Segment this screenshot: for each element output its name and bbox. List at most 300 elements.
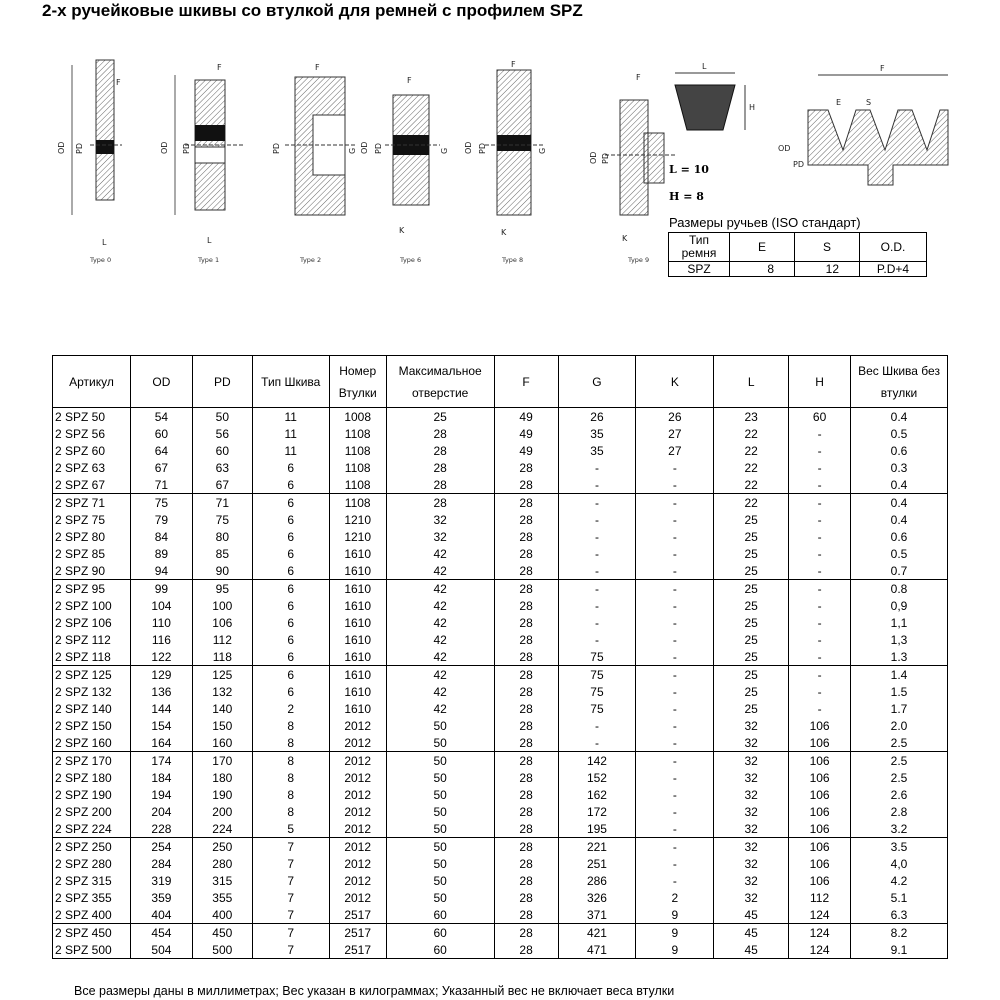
table-cell: 136: [130, 683, 192, 700]
table-cell: 50: [386, 752, 494, 770]
table-cell: 50: [386, 803, 494, 820]
table-cell: 49: [494, 442, 558, 459]
table-cell: 106: [789, 734, 851, 752]
table-cell: 6.3: [851, 906, 948, 924]
table-cell: 50: [192, 408, 252, 426]
article-cell: 2 SPZ 50: [53, 408, 131, 426]
table-cell: 75: [558, 666, 636, 684]
table-cell: -: [636, 752, 714, 770]
table-cell: 25: [714, 562, 789, 580]
table-cell: 106: [789, 820, 851, 838]
table-cell: -: [789, 511, 851, 528]
table-row: [53, 459, 948, 476]
table-cell: 11: [252, 442, 329, 459]
table-cell: 286: [558, 872, 636, 889]
table-cell: 79: [130, 511, 192, 528]
table-cell: 56: [192, 425, 252, 442]
table-cell: 106: [789, 786, 851, 803]
table-cell: 25: [714, 666, 789, 684]
table-cell: 28: [494, 769, 558, 786]
table-cell: 22: [714, 425, 789, 442]
table-cell: -: [789, 683, 851, 700]
table-cell: 95: [192, 580, 252, 598]
table-row: [53, 425, 948, 442]
table-row: [53, 666, 948, 684]
table-cell: 124: [789, 924, 851, 942]
table-cell: 2012: [329, 838, 386, 856]
table-cell: 28: [494, 580, 558, 598]
table-cell: 28: [494, 545, 558, 562]
table-cell: 200: [192, 803, 252, 820]
table-row: [53, 889, 948, 906]
article-cell: 2 SPZ 200: [53, 803, 131, 820]
column-header: Вес Шкива без втулки: [851, 356, 948, 408]
table-cell: 42: [386, 614, 494, 631]
table-row: [53, 597, 948, 614]
table-cell: 6: [252, 562, 329, 580]
table-cell: 6: [252, 476, 329, 494]
table-cell: 28: [494, 924, 558, 942]
table-cell: 28: [494, 597, 558, 614]
groove-cell: 8: [730, 262, 795, 277]
table-cell: 28: [494, 820, 558, 838]
table-cell: 250: [192, 838, 252, 856]
table-cell: 251: [558, 855, 636, 872]
table-cell: 254: [130, 838, 192, 856]
article-cell: 2 SPZ 56: [53, 425, 131, 442]
table-cell: 75: [558, 700, 636, 717]
column-header: G: [558, 356, 636, 408]
table-cell: 25: [714, 648, 789, 666]
table-cell: 85: [192, 545, 252, 562]
table-cell: 28: [494, 786, 558, 803]
svg-text:F: F: [407, 76, 412, 85]
table-cell: 28: [494, 648, 558, 666]
article-cell: 2 SPZ 80: [53, 528, 131, 545]
table-cell: 1210: [329, 511, 386, 528]
table-cell: 1108: [329, 425, 386, 442]
table-cell: 1610: [329, 683, 386, 700]
table-cell: 11: [252, 425, 329, 442]
table-cell: -: [789, 597, 851, 614]
table-cell: -: [558, 717, 636, 734]
table-cell: 0.8: [851, 580, 948, 598]
table-cell: 2012: [329, 855, 386, 872]
groove-cell: SPZ: [669, 262, 730, 277]
table-cell: 28: [494, 683, 558, 700]
table-cell: 64: [130, 442, 192, 459]
table-cell: 6: [252, 597, 329, 614]
table-cell: 2012: [329, 717, 386, 734]
svg-text:F: F: [880, 64, 885, 73]
table-cell: 28: [386, 476, 494, 494]
table-cell: 1108: [329, 476, 386, 494]
groove-header-cell: Тип ремня: [669, 233, 730, 262]
table-cell: 35: [558, 442, 636, 459]
table-cell: 3.5: [851, 838, 948, 856]
article-cell: 2 SPZ 71: [53, 494, 131, 512]
table-cell: 1610: [329, 597, 386, 614]
belt-profile-drawing: [675, 62, 755, 130]
groove-header-cell: S: [795, 233, 860, 262]
table-cell: 28: [494, 734, 558, 752]
table-cell: 22: [714, 442, 789, 459]
table-cell: 28: [494, 614, 558, 631]
table-cell: 129: [130, 666, 192, 684]
groove-cell: 12: [795, 262, 860, 277]
article-cell: 2 SPZ 67: [53, 476, 131, 494]
footnote: Все размеры даны в миллиметрах; Вес указан в килограммах; Указанный вес не включает веса втулки: [74, 984, 675, 998]
table-row: [53, 803, 948, 820]
table-cell: 67: [192, 476, 252, 494]
pulley-table-header: [53, 356, 948, 408]
article-cell: 2 SPZ 95: [53, 580, 131, 598]
table-cell: 45: [714, 924, 789, 942]
table-cell: 50: [386, 786, 494, 803]
table-cell: 50: [386, 769, 494, 786]
table-cell: 1108: [329, 442, 386, 459]
table-cell: 142: [558, 752, 636, 770]
svg-text:PD: PD: [374, 143, 383, 154]
table-cell: 28: [386, 442, 494, 459]
table-cell: 75: [558, 648, 636, 666]
table-cell: 32: [714, 717, 789, 734]
table-cell: 49: [494, 408, 558, 426]
table-cell: 71: [130, 476, 192, 494]
type-caption: Type 2: [300, 256, 322, 264]
table-cell: 6: [252, 580, 329, 598]
svg-text:PD: PD: [182, 143, 191, 154]
table-cell: 124: [789, 906, 851, 924]
table-cell: 1610: [329, 700, 386, 717]
table-cell: 104: [130, 597, 192, 614]
article-cell: 2 SPZ 170: [53, 752, 131, 770]
article-cell: 2 SPZ 90: [53, 562, 131, 580]
table-cell: 54: [130, 408, 192, 426]
article-cell: 2 SPZ 112: [53, 631, 131, 648]
table-cell: -: [558, 631, 636, 648]
table-cell: 172: [558, 803, 636, 820]
table-cell: 28: [386, 425, 494, 442]
pulley-type-6-drawing: [360, 76, 449, 235]
page-title: 2-х ручейковые шкивы со втулкой для ремней с профилем SPZ: [42, 1, 583, 20]
table-cell: 110: [130, 614, 192, 631]
table-cell: 0.7: [851, 562, 948, 580]
table-cell: 32: [714, 872, 789, 889]
table-cell: 27: [636, 442, 714, 459]
table-cell: -: [636, 786, 714, 803]
table-cell: 50: [386, 820, 494, 838]
table-cell: 174: [130, 752, 192, 770]
table-cell: 190: [192, 786, 252, 803]
table-cell: 28: [494, 666, 558, 684]
table-cell: 1108: [329, 459, 386, 476]
groove-cell: P.D+4: [860, 262, 927, 277]
table-cell: 0.6: [851, 528, 948, 545]
table-cell: 7: [252, 906, 329, 924]
table-cell: -: [558, 494, 636, 512]
table-row: [53, 820, 948, 838]
svg-text:K: K: [501, 228, 507, 237]
table-cell: 75: [192, 511, 252, 528]
table-cell: 132: [192, 683, 252, 700]
table-cell: 450: [192, 924, 252, 942]
table-cell: 42: [386, 666, 494, 684]
table-cell: 3.2: [851, 820, 948, 838]
table-cell: 2.5: [851, 769, 948, 786]
article-cell: 2 SPZ 63: [53, 459, 131, 476]
table-cell: -: [636, 614, 714, 631]
table-cell: 2012: [329, 889, 386, 906]
table-cell: -: [789, 425, 851, 442]
table-cell: 0.4: [851, 408, 948, 426]
table-cell: 60: [130, 425, 192, 442]
table-row: [53, 924, 948, 942]
table-cell: 8: [252, 752, 329, 770]
table-cell: 2012: [329, 872, 386, 889]
table-cell: 42: [386, 648, 494, 666]
table-cell: 28: [386, 459, 494, 476]
table-cell: 2.0: [851, 717, 948, 734]
article-cell: 2 SPZ 190: [53, 786, 131, 803]
table-cell: 100: [192, 597, 252, 614]
column-header: L: [714, 356, 789, 408]
article-cell: 2 SPZ 160: [53, 734, 131, 752]
type-caption: Type 0: [90, 256, 112, 264]
groove-header-cell: O.D.: [860, 233, 927, 262]
svg-text:L: L: [207, 236, 212, 245]
table-cell: 8: [252, 769, 329, 786]
table-cell: 8.2: [851, 924, 948, 942]
article-cell: 2 SPZ 100: [53, 597, 131, 614]
table-cell: 106: [192, 614, 252, 631]
table-cell: 106: [789, 855, 851, 872]
svg-text:PD: PD: [793, 160, 804, 169]
pulley-type-1-drawing: [160, 63, 245, 245]
table-cell: 63: [192, 459, 252, 476]
svg-text:PD: PD: [75, 143, 84, 154]
table-cell: 28: [494, 838, 558, 856]
table-cell: 25: [714, 631, 789, 648]
table-row: [53, 562, 948, 580]
table-cell: 23: [714, 408, 789, 426]
table-cell: -: [636, 476, 714, 494]
table-cell: 1610: [329, 631, 386, 648]
table-cell: 2517: [329, 906, 386, 924]
table-cell: -: [558, 614, 636, 631]
table-cell: 8: [252, 803, 329, 820]
table-cell: 150: [192, 717, 252, 734]
table-cell: 2012: [329, 803, 386, 820]
table-cell: -: [789, 442, 851, 459]
table-cell: 6: [252, 494, 329, 512]
table-cell: 9: [636, 941, 714, 959]
table-cell: 32: [714, 889, 789, 906]
table-cell: 144: [130, 700, 192, 717]
svg-text:OD: OD: [57, 141, 66, 154]
pulley-type-8-drawing: [464, 60, 547, 237]
svg-text:OD: OD: [589, 151, 598, 164]
table-row: [53, 786, 948, 803]
table-row: [53, 855, 948, 872]
table-cell: -: [636, 459, 714, 476]
table-cell: 1,3: [851, 631, 948, 648]
table-cell: -: [789, 476, 851, 494]
table-cell: -: [789, 528, 851, 545]
table-cell: 184: [130, 769, 192, 786]
table-cell: 50: [386, 734, 494, 752]
column-header: K: [636, 356, 714, 408]
table-cell: 90: [192, 562, 252, 580]
table-cell: 25: [714, 683, 789, 700]
table-cell: 2: [252, 700, 329, 717]
table-cell: 500: [192, 941, 252, 959]
table-cell: 28: [494, 855, 558, 872]
table-cell: 28: [494, 562, 558, 580]
table-cell: 6: [252, 683, 329, 700]
groove-table-header: [669, 233, 927, 262]
table-cell: 28: [494, 872, 558, 889]
table-cell: 9: [636, 906, 714, 924]
column-header: Артикул: [53, 356, 131, 408]
svg-text:PD: PD: [478, 143, 487, 154]
table-cell: 0.3: [851, 459, 948, 476]
table-cell: -: [789, 562, 851, 580]
pulley-type-2-drawing: [272, 63, 357, 215]
table-cell: 1610: [329, 648, 386, 666]
table-cell: 0,9: [851, 597, 948, 614]
table-row: [53, 511, 948, 528]
table-cell: 2012: [329, 786, 386, 803]
table-cell: -: [789, 631, 851, 648]
svg-text:OD: OD: [160, 141, 169, 154]
table-cell: 106: [789, 752, 851, 770]
table-cell: 504: [130, 941, 192, 959]
table-cell: 355: [192, 889, 252, 906]
svg-text:G: G: [440, 147, 449, 154]
table-cell: 25: [714, 511, 789, 528]
table-cell: 359: [130, 889, 192, 906]
article-cell: 2 SPZ 75: [53, 511, 131, 528]
table-cell: 1008: [329, 408, 386, 426]
table-cell: 45: [714, 906, 789, 924]
table-cell: 42: [386, 562, 494, 580]
table-cell: -: [789, 545, 851, 562]
table-cell: 4,0: [851, 855, 948, 872]
type-caption: Type 6: [400, 256, 422, 264]
svg-text:H: H: [749, 103, 756, 112]
table-cell: 284: [130, 855, 192, 872]
svg-text:S: S: [866, 98, 872, 107]
table-cell: -: [636, 648, 714, 666]
table-cell: 471: [558, 941, 636, 959]
table-cell: -: [636, 820, 714, 838]
table-cell: 28: [494, 459, 558, 476]
svg-text:OD: OD: [778, 144, 791, 153]
pulley-table: [52, 355, 948, 959]
table-cell: 28: [494, 941, 558, 959]
type-caption: Type 1: [198, 256, 220, 264]
article-cell: 2 SPZ 224: [53, 820, 131, 838]
table-cell: 106: [789, 803, 851, 820]
table-cell: 7: [252, 838, 329, 856]
table-cell: 35: [558, 425, 636, 442]
table-row: [53, 700, 948, 717]
table-cell: -: [636, 666, 714, 684]
table-cell: -: [636, 734, 714, 752]
table-cell: 7: [252, 889, 329, 906]
table-cell: -: [558, 528, 636, 545]
table-row: [53, 528, 948, 545]
belt-l-value: L = 10: [669, 163, 709, 176]
pulley-type-9-drawing: [589, 73, 675, 243]
table-cell: 7: [252, 855, 329, 872]
article-cell: 2 SPZ 355: [53, 889, 131, 906]
table-cell: 1108: [329, 494, 386, 512]
table-cell: 28: [494, 476, 558, 494]
column-header: F: [494, 356, 558, 408]
article-cell: 2 SPZ 150: [53, 717, 131, 734]
table-cell: 60: [192, 442, 252, 459]
belt-h-value: H = 8: [669, 190, 704, 203]
table-cell: -: [789, 459, 851, 476]
table-cell: 60: [386, 924, 494, 942]
table-cell: 67: [130, 459, 192, 476]
table-cell: 25: [714, 528, 789, 545]
groove-table: [668, 232, 927, 277]
groove-profile-drawing: [778, 64, 948, 185]
table-cell: -: [789, 580, 851, 598]
table-cell: -: [636, 700, 714, 717]
svg-text:L: L: [102, 238, 107, 247]
table-cell: -: [636, 855, 714, 872]
table-cell: 45: [714, 941, 789, 959]
table-row: [53, 941, 948, 959]
table-cell: -: [558, 545, 636, 562]
table-cell: -: [789, 666, 851, 684]
table-cell: 32: [714, 820, 789, 838]
table-cell: 2012: [329, 752, 386, 770]
table-cell: 2.5: [851, 752, 948, 770]
table-cell: 50: [386, 838, 494, 856]
table-cell: -: [636, 769, 714, 786]
table-cell: 2517: [329, 941, 386, 959]
table-cell: -: [789, 648, 851, 666]
table-cell: -: [636, 511, 714, 528]
table-row: [53, 717, 948, 734]
svg-text:F: F: [315, 63, 320, 72]
table-cell: 454: [130, 924, 192, 942]
table-cell: 11: [252, 408, 329, 426]
article-cell: 2 SPZ 315: [53, 872, 131, 889]
table-cell: 8: [252, 717, 329, 734]
table-cell: 116: [130, 631, 192, 648]
article-cell: 2 SPZ 180: [53, 769, 131, 786]
table-cell: 84: [130, 528, 192, 545]
article-cell: 2 SPZ 125: [53, 666, 131, 684]
table-cell: -: [636, 838, 714, 856]
table-cell: 371: [558, 906, 636, 924]
table-cell: 60: [386, 941, 494, 959]
table-cell: 42: [386, 683, 494, 700]
table-cell: 75: [130, 494, 192, 512]
table-cell: 319: [130, 872, 192, 889]
table-cell: 6: [252, 511, 329, 528]
article-cell: 2 SPZ 280: [53, 855, 131, 872]
table-cell: -: [789, 494, 851, 512]
table-cell: 50: [386, 717, 494, 734]
table-cell: 0.4: [851, 494, 948, 512]
